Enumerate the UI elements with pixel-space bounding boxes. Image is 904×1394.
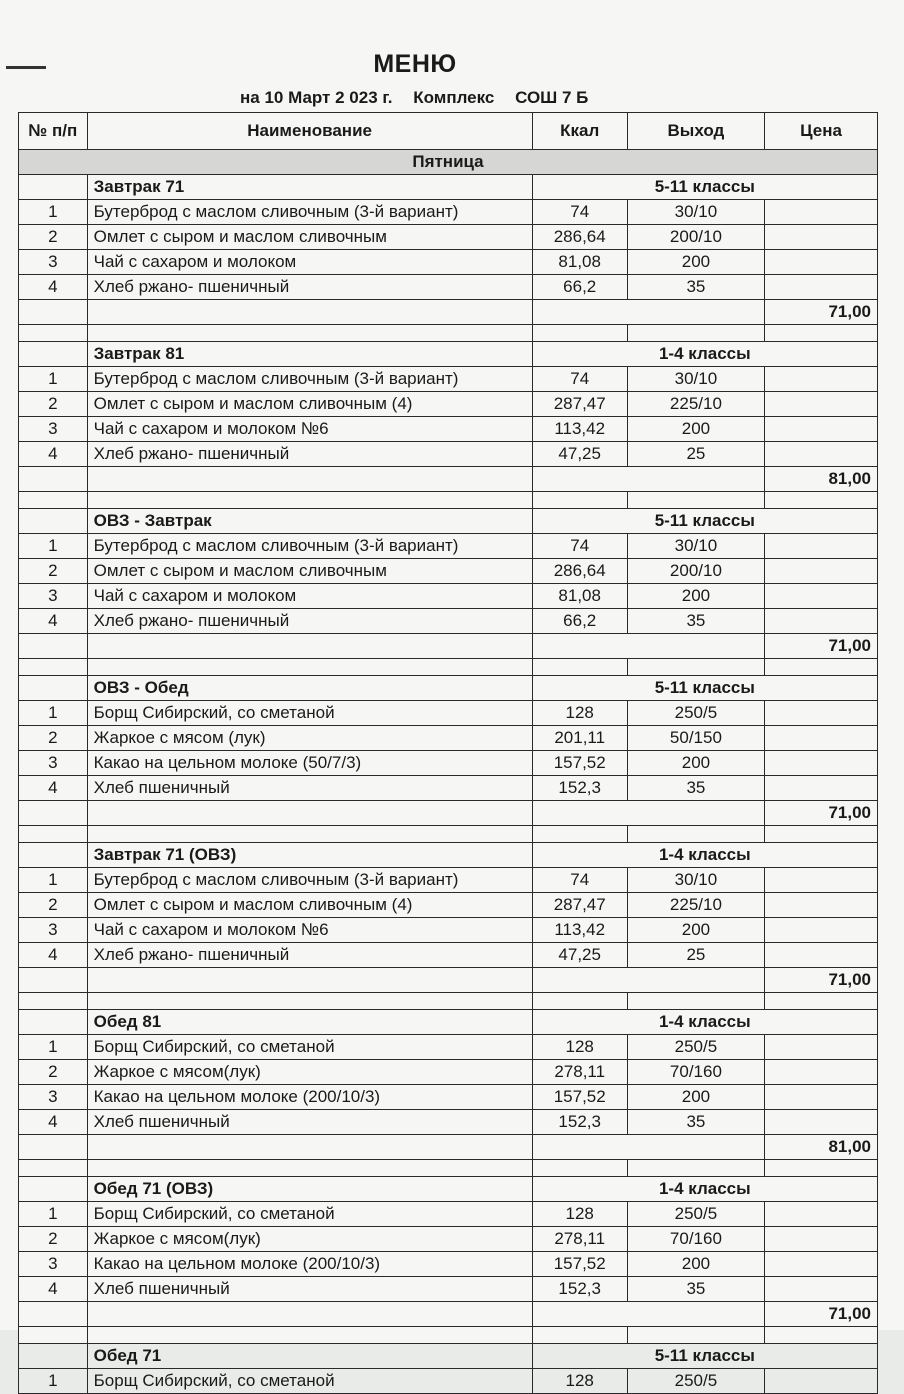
item-output: 30/10: [627, 868, 764, 893]
item-kcal: 66,2: [532, 609, 627, 634]
empty-cell: [627, 325, 764, 342]
item-kcal: 157,52: [532, 751, 627, 776]
item-output: 200: [627, 1252, 764, 1277]
item-name: Жаркое с мясом(лук): [87, 1060, 532, 1085]
item-number: 3: [19, 250, 88, 275]
empty-cell: [532, 1135, 764, 1160]
item-kcal: 81,08: [532, 584, 627, 609]
item-price: [765, 1252, 878, 1277]
item-output: 250/5: [627, 1202, 764, 1227]
table-row: [19, 275, 878, 300]
item-number: 2: [19, 392, 88, 417]
table-row: [19, 534, 878, 559]
item-number: 3: [19, 751, 88, 776]
table-row: [19, 584, 878, 609]
item-price: [765, 1369, 878, 1394]
section-header-row: [19, 1010, 878, 1035]
table-row: [19, 776, 878, 801]
section-total-row: [19, 300, 878, 325]
section-total: 71,00: [765, 801, 878, 826]
item-output: 225/10: [627, 392, 764, 417]
item-price: [765, 584, 878, 609]
item-output: 35: [627, 1277, 764, 1302]
item-price: [765, 751, 878, 776]
item-number: 1: [19, 1202, 88, 1227]
item-number: 1: [19, 1035, 88, 1060]
item-number: 1: [19, 1369, 88, 1394]
empty-cell: [532, 467, 764, 492]
table-row: [19, 751, 878, 776]
item-price: [765, 893, 878, 918]
item-output: 200: [627, 918, 764, 943]
empty-cell: [87, 1135, 532, 1160]
table-row: [19, 250, 878, 275]
item-output: 70/160: [627, 1227, 764, 1252]
item-name: Хлеб ржано- пшеничный: [87, 442, 532, 467]
table-row: [19, 726, 878, 751]
item-name: Бутерброд с маслом сливочным (3-й вариант): [87, 868, 532, 893]
item-number: 1: [19, 200, 88, 225]
empty-cell: [19, 659, 88, 676]
empty-cell: [532, 300, 764, 325]
item-kcal: 74: [532, 868, 627, 893]
item-kcal: 74: [532, 200, 627, 225]
school-name: СОШ 7 Б: [515, 88, 589, 107]
item-price: [765, 1035, 878, 1060]
item-output: 30/10: [627, 200, 764, 225]
item-kcal: 128: [532, 701, 627, 726]
section-group: 1-4 классы: [532, 843, 877, 868]
spacer-row: [19, 993, 878, 1010]
section-total-row: [19, 467, 878, 492]
item-output: 200/10: [627, 225, 764, 250]
empty-cell: [19, 342, 88, 367]
empty-cell: [532, 801, 764, 826]
col-price-header: Цена: [765, 113, 878, 150]
section-name: Обед 71 (ОВЗ): [87, 1177, 532, 1202]
item-output: 50/150: [627, 726, 764, 751]
empty-cell: [19, 993, 88, 1010]
table-row: [19, 1060, 878, 1085]
table-row: [19, 1227, 878, 1252]
item-kcal: 157,52: [532, 1085, 627, 1110]
section-total: 71,00: [765, 1302, 878, 1327]
item-name: Жаркое с мясом(лук): [87, 1227, 532, 1252]
table-row: [19, 367, 878, 392]
item-name: Омлет с сыром и маслом сливочным (4): [87, 893, 532, 918]
item-number: 1: [19, 701, 88, 726]
item-output: 25: [627, 442, 764, 467]
section-header-row: [19, 1344, 878, 1369]
empty-cell: [765, 1327, 878, 1344]
spacer-row: [19, 826, 878, 843]
section-group: 5-11 классы: [532, 1344, 877, 1369]
item-number: 4: [19, 776, 88, 801]
empty-cell: [87, 325, 532, 342]
empty-cell: [19, 968, 88, 993]
section-group: 1-4 классы: [532, 1010, 877, 1035]
table-row: [19, 1252, 878, 1277]
item-number: 2: [19, 726, 88, 751]
section-name: Завтрак 81: [87, 342, 532, 367]
item-name: Жаркое с мясом (лук): [87, 726, 532, 751]
section-name: ОВЗ - Завтрак: [87, 509, 532, 534]
empty-cell: [532, 659, 627, 676]
item-name: Бутерброд с маслом сливочным (3-й вариант): [87, 367, 532, 392]
item-name: Борщ Сибирский, со сметаной: [87, 1369, 532, 1394]
item-kcal: 278,11: [532, 1227, 627, 1252]
empty-cell: [19, 467, 88, 492]
empty-cell: [87, 492, 532, 509]
table-row: [19, 1110, 878, 1135]
item-number: 1: [19, 534, 88, 559]
empty-cell: [19, 843, 88, 868]
item-kcal: 81,08: [532, 250, 627, 275]
table-row: [19, 1369, 878, 1394]
item-kcal: 113,42: [532, 918, 627, 943]
item-kcal: 128: [532, 1035, 627, 1060]
item-price: [765, 200, 878, 225]
section-total: 81,00: [765, 1135, 878, 1160]
table-row: [19, 609, 878, 634]
menu-subtitle: [240, 88, 604, 108]
item-kcal: 287,47: [532, 392, 627, 417]
item-number: 4: [19, 609, 88, 634]
item-output: 30/10: [627, 534, 764, 559]
item-output: 35: [627, 1110, 764, 1135]
item-output: 35: [627, 776, 764, 801]
table-row: [19, 1085, 878, 1110]
section-name: ОВЗ - Обед: [87, 676, 532, 701]
item-number: 2: [19, 559, 88, 584]
empty-cell: [87, 1302, 532, 1327]
item-number: 2: [19, 893, 88, 918]
empty-cell: [765, 993, 878, 1010]
item-output: 70/160: [627, 1060, 764, 1085]
item-price: [765, 776, 878, 801]
empty-cell: [87, 1160, 532, 1177]
item-output: 200: [627, 417, 764, 442]
item-name: Хлеб ржано- пшеничный: [87, 943, 532, 968]
item-output: 35: [627, 609, 764, 634]
spacer-row: [19, 325, 878, 342]
item-name: Какао на цельном молоке (50/7/3): [87, 751, 532, 776]
item-kcal: 113,42: [532, 417, 627, 442]
table-row: [19, 1277, 878, 1302]
item-number: 4: [19, 275, 88, 300]
item-price: [765, 442, 878, 467]
item-output: 200: [627, 1085, 764, 1110]
item-number: 1: [19, 367, 88, 392]
section-total: 71,00: [765, 968, 878, 993]
table-row: [19, 701, 878, 726]
col-name-header: Наименование: [87, 113, 532, 150]
spacer-row: [19, 659, 878, 676]
item-price: [765, 275, 878, 300]
section-name: Обед 71: [87, 1344, 532, 1369]
item-output: 200: [627, 751, 764, 776]
table-row: [19, 918, 878, 943]
item-name: Чай с сахаром и молоком: [87, 584, 532, 609]
item-price: [765, 225, 878, 250]
section-header-row: [19, 342, 878, 367]
item-name: Чай с сахаром и молоком №6: [87, 417, 532, 442]
section-total-row: [19, 801, 878, 826]
table-row: [19, 225, 878, 250]
item-name: Борщ Сибирский, со сметаной: [87, 1202, 532, 1227]
item-name: Хлеб ржано- пшеничный: [87, 275, 532, 300]
item-name: Хлеб пшеничный: [87, 1110, 532, 1135]
item-name: Какао на цельном молоке (200/10/3): [87, 1085, 532, 1110]
item-price: [765, 1277, 878, 1302]
empty-cell: [87, 634, 532, 659]
item-output: 200/10: [627, 559, 764, 584]
item-kcal: 74: [532, 534, 627, 559]
empty-cell: [19, 1327, 88, 1344]
empty-cell: [19, 1302, 88, 1327]
section-group: 1-4 классы: [532, 1177, 877, 1202]
complex-label: Комплекс: [413, 88, 495, 107]
spacer-row: [19, 492, 878, 509]
section-total: 71,00: [765, 634, 878, 659]
empty-cell: [87, 1327, 532, 1344]
section-header-row: [19, 1177, 878, 1202]
item-name: Чай с сахаром и молоком: [87, 250, 532, 275]
empty-cell: [87, 659, 532, 676]
table-row: [19, 1035, 878, 1060]
empty-cell: [532, 968, 764, 993]
day-row: [19, 150, 878, 175]
table-row: [19, 417, 878, 442]
item-price: [765, 1085, 878, 1110]
empty-cell: [19, 1344, 88, 1369]
section-name: Обед 81: [87, 1010, 532, 1035]
item-kcal: 286,64: [532, 559, 627, 584]
item-output: 250/5: [627, 1369, 764, 1394]
item-number: 4: [19, 1277, 88, 1302]
empty-cell: [19, 1010, 88, 1035]
empty-cell: [19, 300, 88, 325]
empty-cell: [19, 325, 88, 342]
item-number: 3: [19, 1252, 88, 1277]
table-row: [19, 943, 878, 968]
col-no-header: № п/п: [19, 113, 88, 150]
item-name: Чай с сахаром и молоком №6: [87, 918, 532, 943]
item-name: Бутерброд с маслом сливочным (3-й вариант): [87, 200, 532, 225]
item-kcal: 201,11: [532, 726, 627, 751]
item-kcal: 47,25: [532, 943, 627, 968]
item-number: 3: [19, 918, 88, 943]
empty-cell: [19, 492, 88, 509]
item-price: [765, 1110, 878, 1135]
empty-cell: [19, 676, 88, 701]
section-total-row: [19, 1135, 878, 1160]
table-header-row: [19, 113, 878, 150]
empty-cell: [87, 801, 532, 826]
empty-cell: [19, 1177, 88, 1202]
item-price: [765, 250, 878, 275]
empty-cell: [532, 325, 627, 342]
item-kcal: 278,11: [532, 1060, 627, 1085]
empty-cell: [532, 492, 627, 509]
item-price: [765, 868, 878, 893]
item-output: 250/5: [627, 1035, 764, 1060]
item-output: 200: [627, 250, 764, 275]
section-group: 5-11 классы: [532, 509, 877, 534]
col-kcal-header: Ккал: [532, 113, 627, 150]
item-price: [765, 943, 878, 968]
table-row: [19, 893, 878, 918]
empty-cell: [627, 1327, 764, 1344]
item-kcal: 128: [532, 1202, 627, 1227]
section-total: 71,00: [765, 300, 878, 325]
item-kcal: 152,3: [532, 1110, 627, 1135]
section-header-row: [19, 676, 878, 701]
empty-cell: [532, 1302, 764, 1327]
item-name: Хлеб пшеничный: [87, 776, 532, 801]
item-kcal: 286,64: [532, 225, 627, 250]
section-header-row: [19, 509, 878, 534]
item-output: 30/10: [627, 367, 764, 392]
section-total-row: [19, 968, 878, 993]
item-price: [765, 726, 878, 751]
spacer-row: [19, 1327, 878, 1344]
item-output: 250/5: [627, 701, 764, 726]
table-row: [19, 392, 878, 417]
item-name: Бутерброд с маслом сливочным (3-й вариант): [87, 534, 532, 559]
item-number: 2: [19, 225, 88, 250]
item-price: [765, 609, 878, 634]
empty-cell: [19, 826, 88, 843]
item-name: Какао на цельном молоке (200/10/3): [87, 1252, 532, 1277]
empty-cell: [87, 467, 532, 492]
item-name: Омлет с сыром и маслом сливочным: [87, 559, 532, 584]
item-price: [765, 559, 878, 584]
item-kcal: 287,47: [532, 893, 627, 918]
item-kcal: 128: [532, 1369, 627, 1394]
item-price: [765, 701, 878, 726]
table-row: [19, 200, 878, 225]
empty-cell: [19, 175, 88, 200]
item-number: 4: [19, 1110, 88, 1135]
empty-cell: [87, 826, 532, 843]
item-output: 35: [627, 275, 764, 300]
empty-cell: [765, 325, 878, 342]
table-row: [19, 1202, 878, 1227]
spacer-row: [19, 1160, 878, 1177]
section-total-row: [19, 1302, 878, 1327]
empty-cell: [19, 1135, 88, 1160]
menu-date: на 10 Март 2 023 г.: [240, 88, 393, 107]
item-output: 200: [627, 584, 764, 609]
empty-cell: [627, 492, 764, 509]
item-kcal: 157,52: [532, 1252, 627, 1277]
table-row: [19, 442, 878, 467]
empty-cell: [627, 993, 764, 1010]
item-number: 4: [19, 943, 88, 968]
item-number: 2: [19, 1060, 88, 1085]
empty-cell: [627, 1160, 764, 1177]
section-total: 81,00: [765, 467, 878, 492]
item-name: Хлеб пшеничный: [87, 1277, 532, 1302]
section-name: Завтрак 71: [87, 175, 532, 200]
empty-cell: [19, 509, 88, 534]
item-number: 3: [19, 584, 88, 609]
item-output: 25: [627, 943, 764, 968]
item-number: 2: [19, 1227, 88, 1252]
empty-cell: [532, 634, 764, 659]
empty-cell: [532, 1327, 627, 1344]
item-kcal: 152,3: [532, 776, 627, 801]
day-label: Пятница: [19, 150, 878, 175]
empty-cell: [87, 993, 532, 1010]
empty-cell: [627, 659, 764, 676]
item-price: [765, 1060, 878, 1085]
empty-cell: [19, 1160, 88, 1177]
item-kcal: 66,2: [532, 275, 627, 300]
item-kcal: 152,3: [532, 1277, 627, 1302]
item-name: Борщ Сибирский, со сметаной: [87, 701, 532, 726]
section-group: 5-11 классы: [532, 175, 877, 200]
item-name: Омлет с сыром и маслом сливочным (4): [87, 392, 532, 417]
empty-cell: [765, 1160, 878, 1177]
item-name: Омлет с сыром и маслом сливочным: [87, 225, 532, 250]
item-number: 3: [19, 1085, 88, 1110]
item-name: Хлеб ржано- пшеничный: [87, 609, 532, 634]
section-header-row: [19, 843, 878, 868]
item-price: [765, 918, 878, 943]
table-row: [19, 559, 878, 584]
item-price: [765, 1227, 878, 1252]
empty-cell: [765, 492, 878, 509]
menu-table: [18, 112, 878, 1394]
empty-cell: [19, 634, 88, 659]
item-price: [765, 367, 878, 392]
empty-cell: [87, 300, 532, 325]
empty-cell: [765, 659, 878, 676]
col-output-header: Выход: [627, 113, 764, 150]
page-title: МЕНЮ: [373, 50, 457, 78]
table-row: [19, 868, 878, 893]
section-group: 5-11 классы: [532, 676, 877, 701]
section-header-row: [19, 175, 878, 200]
item-output: 225/10: [627, 893, 764, 918]
item-price: [765, 1202, 878, 1227]
empty-cell: [19, 801, 88, 826]
section-name: Завтрак 71 (ОВЗ): [87, 843, 532, 868]
empty-cell: [532, 1160, 627, 1177]
section-total-row: [19, 634, 878, 659]
item-number: 3: [19, 417, 88, 442]
item-kcal: 47,25: [532, 442, 627, 467]
item-number: 4: [19, 442, 88, 467]
section-group: 1-4 классы: [532, 342, 877, 367]
empty-cell: [765, 826, 878, 843]
empty-cell: [627, 826, 764, 843]
item-price: [765, 534, 878, 559]
empty-cell: [87, 968, 532, 993]
item-number: 1: [19, 868, 88, 893]
empty-cell: [532, 993, 627, 1010]
item-price: [765, 417, 878, 442]
menu-body: [19, 150, 878, 1394]
item-name: Борщ Сибирский, со сметаной: [87, 1035, 532, 1060]
empty-cell: [532, 826, 627, 843]
item-price: [765, 392, 878, 417]
item-kcal: 74: [532, 367, 627, 392]
